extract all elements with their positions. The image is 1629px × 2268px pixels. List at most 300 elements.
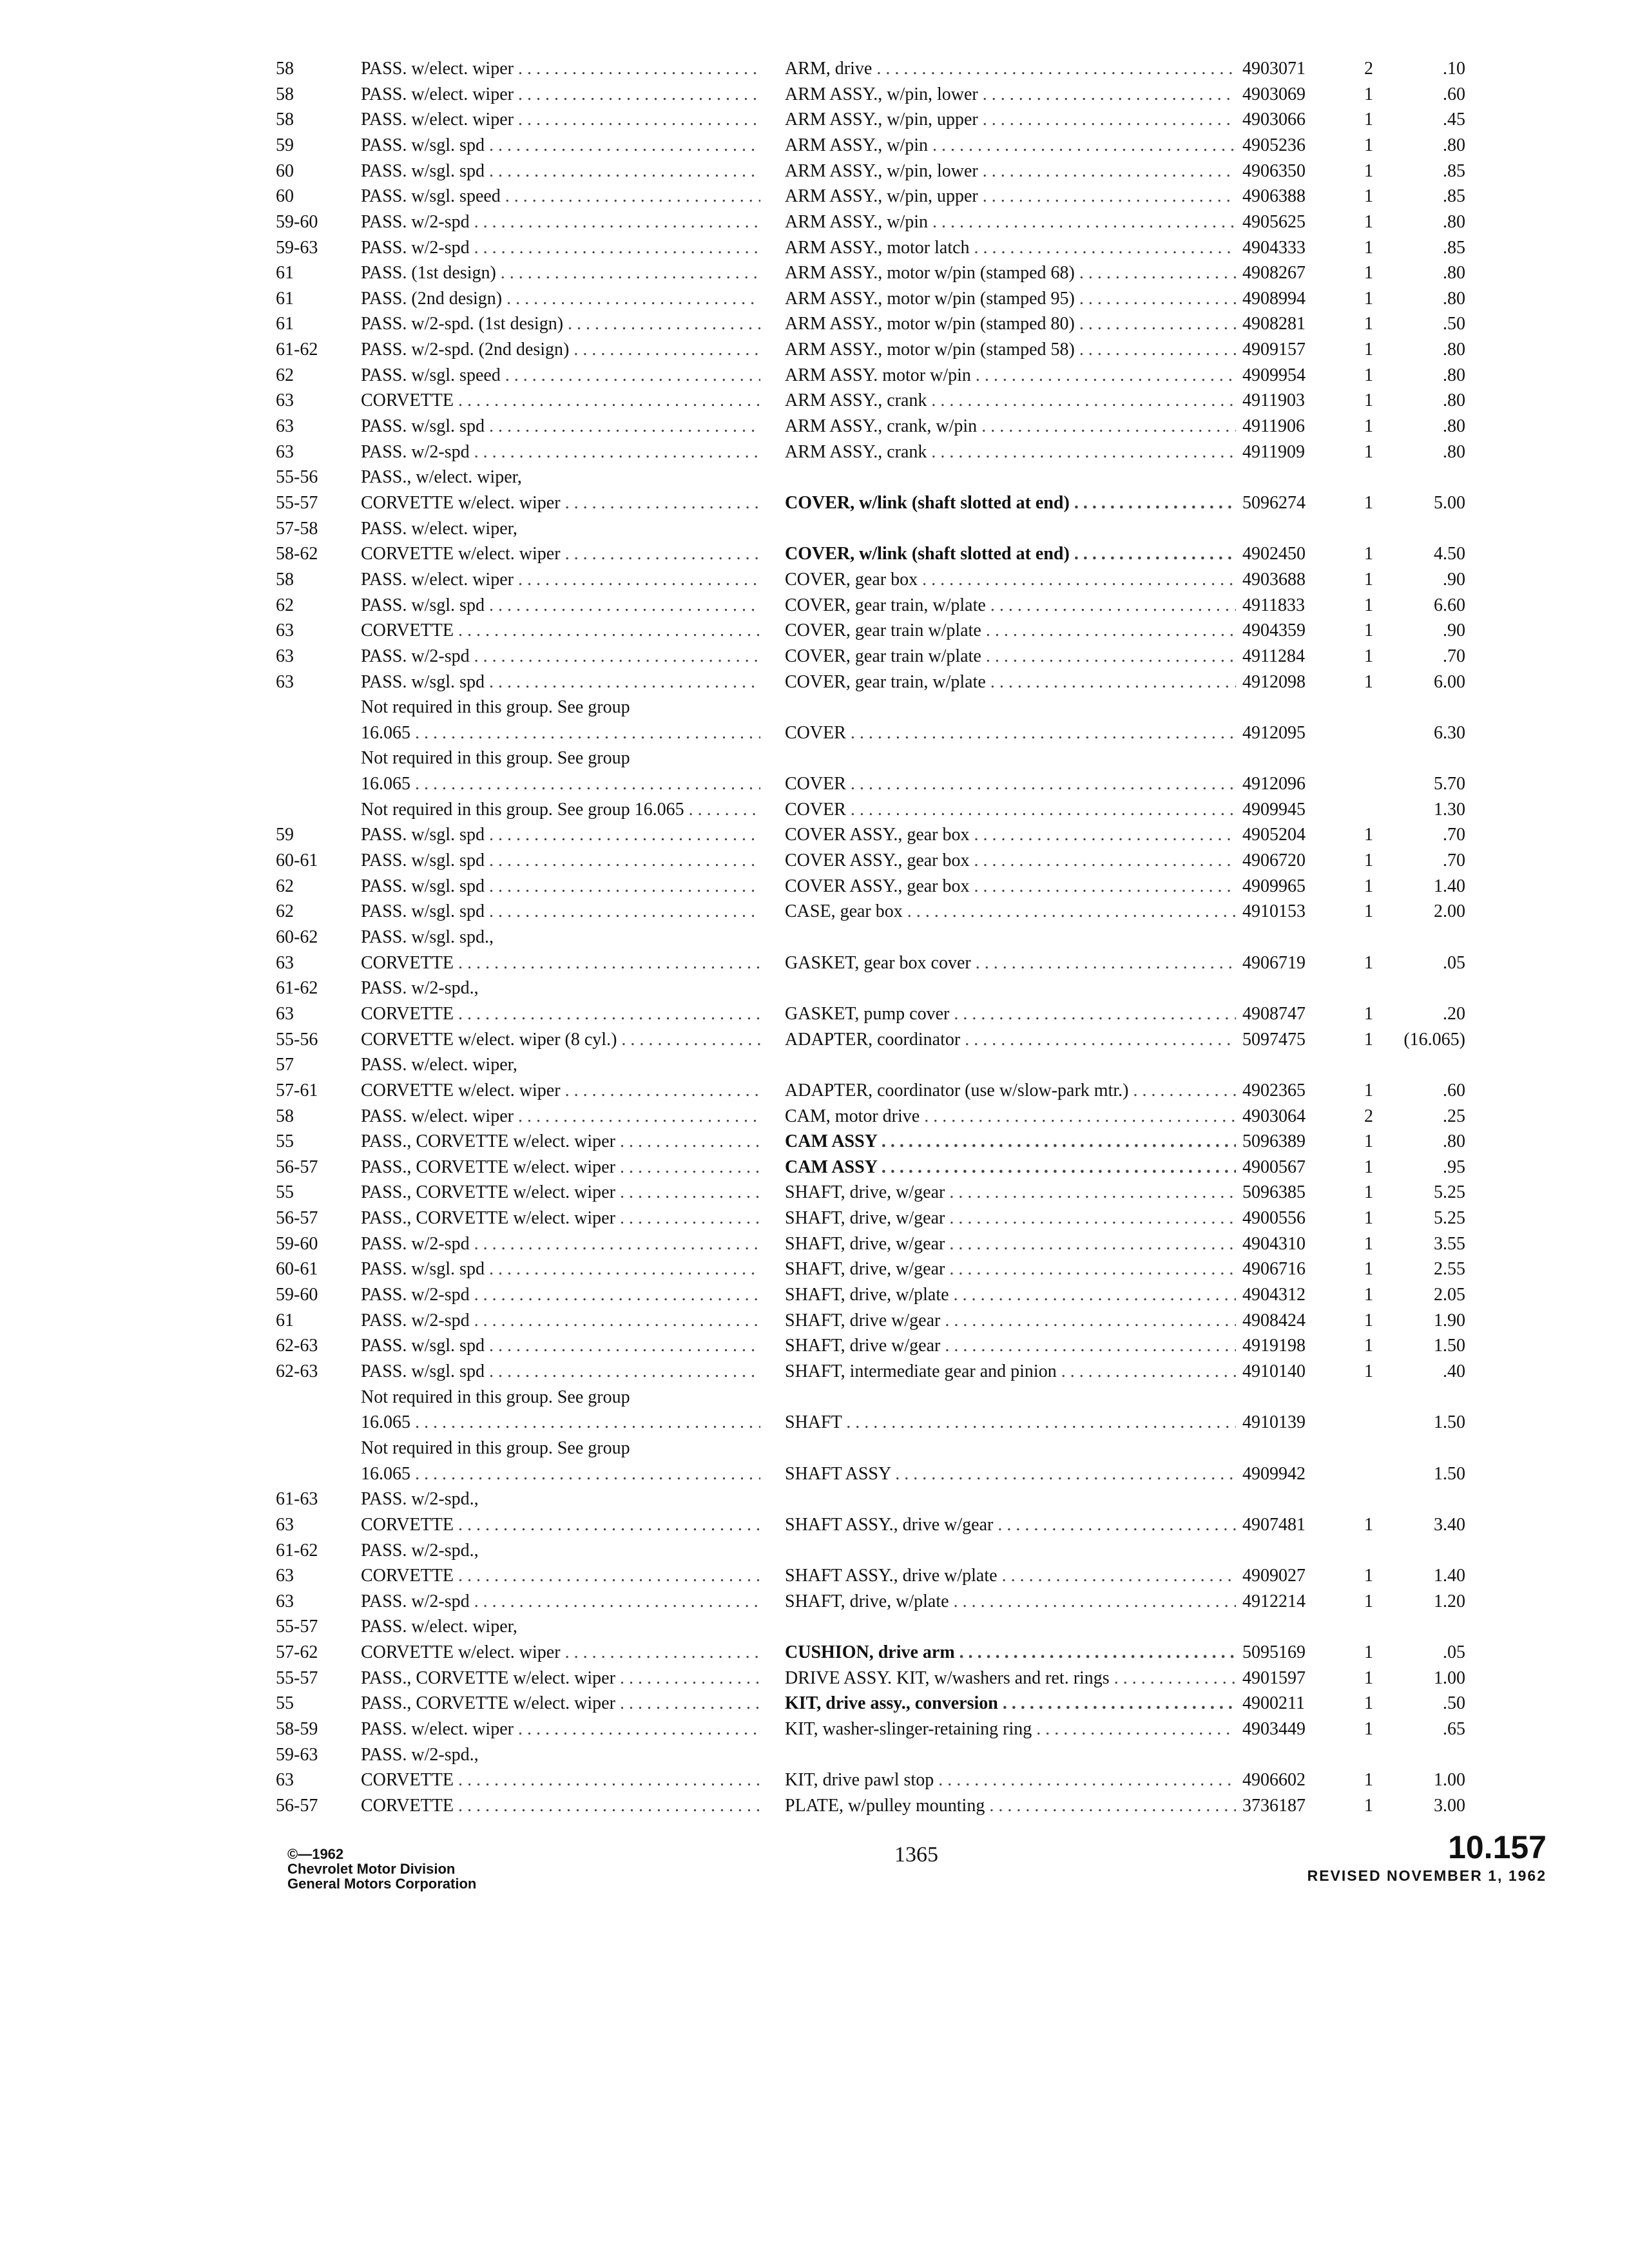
table-row — [0, 695, 1629, 720]
quantity-cell: 1 — [1364, 1004, 1373, 1024]
model-year-cell: 61 — [276, 263, 294, 283]
usage-cell: PASS. w/2-spd . . . — [361, 1309, 760, 1333]
model-year-cell: 55 — [276, 1131, 294, 1151]
price-cell: 5.70 — [1434, 774, 1465, 794]
model-year-cell: 62 — [276, 901, 294, 921]
model-year-cell: 58-62 — [276, 544, 318, 564]
description-cell: COVER . . . — [785, 798, 1236, 822]
table-row — [0, 1615, 1629, 1639]
quantity-cell: 1 — [1364, 850, 1373, 870]
model-year-cell: 63 — [276, 1566, 294, 1586]
usage-cell: CORVETTE w/elect. wiper . . . — [361, 491, 760, 515]
part-number-cell: 4911909 — [1242, 442, 1305, 462]
part-number-cell: 4910153 — [1242, 901, 1306, 921]
model-year-cell: 59-60 — [276, 1285, 318, 1305]
part-number-cell: 4908267 — [1242, 263, 1306, 283]
table-row — [0, 1640, 1629, 1665]
table-row — [0, 772, 1629, 796]
usage-cell: PASS. w/sgl. spd . . . — [361, 874, 760, 899]
price-cell: .10 — [1443, 59, 1465, 79]
part-number-cell: 4904312 — [1242, 1285, 1306, 1305]
price-cell: .90 — [1443, 620, 1465, 640]
model-year-cell: 63 — [276, 646, 294, 666]
quantity-cell: 1 — [1364, 238, 1373, 258]
price-cell: 1.00 — [1434, 1770, 1465, 1790]
model-year-cell: 58 — [276, 1106, 294, 1126]
table-row — [0, 184, 1629, 209]
price-cell: .60 — [1443, 84, 1465, 104]
model-year-cell: 60-61 — [276, 850, 318, 870]
part-number-cell: 4906350 — [1242, 161, 1306, 181]
description-cell: ARM ASSY., motor w/pin (stamped 68) . . . — [785, 261, 1236, 285]
model-year-cell: 57-62 — [276, 1642, 318, 1662]
part-number-cell: 4909157 — [1242, 340, 1306, 360]
price-cell: .80 — [1443, 340, 1465, 360]
part-number-cell: 4910140 — [1242, 1361, 1306, 1381]
part-number-cell: 5096385 — [1242, 1182, 1306, 1202]
price-cell: 1.30 — [1434, 800, 1465, 820]
usage-cell: PASS. w/elect. wiper, — [361, 1617, 517, 1637]
table-row — [0, 1794, 1629, 1818]
model-year-cell: 58-59 — [276, 1719, 318, 1739]
usage-cell: PASS. w/sgl. spd . . . — [361, 823, 760, 847]
quantity-cell: 2 — [1364, 1106, 1373, 1126]
usage-cell: PASS. w/sgl. speed . . . — [361, 184, 760, 209]
description-cell: ARM ASSY., w/pin, lower . . . — [785, 159, 1236, 184]
table-row — [0, 1129, 1629, 1154]
model-year-cell: 62-63 — [276, 1361, 318, 1381]
model-year-cell: 61 — [276, 1311, 294, 1331]
description-cell: CAM, motor drive . . . — [785, 1104, 1236, 1129]
description-cell: PLATE, w/pulley mounting . . . — [785, 1794, 1236, 1818]
table-row — [0, 363, 1629, 388]
quantity-cell: 1 — [1364, 1157, 1373, 1177]
price-cell: .80 — [1443, 289, 1465, 309]
part-number-cell: 4906716 — [1242, 1259, 1306, 1279]
price-cell: 6.30 — [1434, 723, 1465, 743]
part-number-cell: 4909954 — [1242, 365, 1306, 385]
part-number-cell: 4902365 — [1242, 1081, 1306, 1100]
table-row — [0, 261, 1629, 285]
description-cell: ARM ASSY., w/pin, lower . . . — [785, 82, 1236, 107]
usage-cell: PASS. w/elect. wiper . . . — [361, 82, 760, 107]
table-row — [0, 542, 1629, 566]
model-year-cell: 59 — [276, 135, 294, 155]
table-row — [0, 593, 1629, 618]
quantity-cell: 1 — [1364, 442, 1373, 462]
usage-cell: PASS. w/elect. wiper, — [361, 519, 517, 539]
part-number-cell: 4903688 — [1242, 570, 1306, 590]
table-row — [0, 1053, 1629, 1077]
table-row — [0, 1513, 1629, 1537]
model-year-cell: 63 — [276, 953, 294, 973]
table-row — [0, 1666, 1629, 1691]
quantity-cell: 1 — [1364, 340, 1373, 360]
usage-cell: PASS. w/sgl. spd . . . — [361, 414, 760, 439]
price-cell: 6.00 — [1434, 672, 1465, 692]
price-cell: 2.00 — [1434, 901, 1465, 921]
quantity-cell: 1 — [1364, 212, 1373, 232]
price-cell: 3.55 — [1434, 1234, 1465, 1254]
table-row — [0, 899, 1629, 924]
part-number-cell: 4912098 — [1242, 672, 1306, 692]
price-cell: 3.40 — [1434, 1515, 1465, 1535]
model-year-cell: 61 — [276, 289, 294, 309]
price-cell: .05 — [1443, 953, 1465, 973]
model-year-cell: 56-57 — [276, 1157, 318, 1177]
description-cell: SHAFT, drive, w/plate . . . — [785, 1590, 1236, 1614]
model-year-cell: 61-62 — [276, 1541, 318, 1561]
usage-cell: PASS., CORVETTE w/elect. wiper . . . — [361, 1691, 760, 1716]
model-year-cell: 57-58 — [276, 519, 318, 539]
price-cell: 1.40 — [1434, 1566, 1465, 1586]
quantity-cell: 1 — [1364, 1336, 1373, 1356]
part-number-cell: 5096274 — [1242, 493, 1306, 513]
model-year-cell: 58 — [276, 59, 294, 79]
description-cell: CAM ASSY . . . — [785, 1155, 1236, 1180]
table-row — [0, 108, 1629, 132]
table-row — [0, 1539, 1629, 1563]
quantity-cell: 1 — [1364, 825, 1373, 845]
model-year-cell: 58 — [276, 84, 294, 104]
usage-cell: PASS. w/elect. wiper . . . — [361, 568, 760, 592]
model-year-cell: 63 — [276, 620, 294, 640]
table-row — [0, 1385, 1629, 1410]
table-row — [0, 414, 1629, 439]
table-row — [0, 1487, 1629, 1512]
usage-cell: PASS. w/2-spd . . . — [361, 1590, 760, 1614]
table-row — [0, 236, 1629, 260]
model-year-cell: 55 — [276, 1182, 294, 1202]
model-year-cell: 63 — [276, 1004, 294, 1024]
price-cell: .80 — [1443, 263, 1465, 283]
price-cell: .05 — [1443, 1642, 1465, 1662]
description-cell: ARM ASSY., crank . . . — [785, 389, 1236, 413]
price-cell: .40 — [1443, 1361, 1465, 1381]
part-number-cell: 4906719 — [1242, 953, 1306, 973]
description-cell: SHAFT, intermediate gear and pinion . . . — [785, 1360, 1236, 1384]
usage-cell: PASS. w/2-spd . . . — [361, 1283, 760, 1307]
table-row — [0, 721, 1629, 745]
price-cell: .50 — [1443, 314, 1465, 334]
part-number-cell: 4900556 — [1242, 1208, 1306, 1228]
part-number-cell: 4909027 — [1242, 1566, 1306, 1586]
part-number-cell: 4909965 — [1242, 876, 1306, 896]
usage-cell: CORVETTE . . . — [361, 1768, 760, 1792]
usage-cell: PASS. w/2-spd . . . — [361, 210, 760, 235]
price-cell: .90 — [1443, 570, 1465, 590]
model-year-cell: 58 — [276, 570, 294, 590]
model-year-cell: 60-61 — [276, 1259, 318, 1279]
quantity-cell: 1 — [1364, 1259, 1373, 1279]
usage-cell: CORVETTE w/elect. wiper . . . — [361, 1079, 760, 1103]
table-row — [0, 1564, 1629, 1588]
usage-cell: PASS. w/2-spd . . . — [361, 1232, 760, 1256]
description-cell: ARM ASSY., w/pin, upper . . . — [785, 108, 1236, 132]
table-row — [0, 1155, 1629, 1180]
model-year-cell: 59-63 — [276, 238, 318, 258]
usage-cell: PASS. w/2-spd., — [361, 1541, 479, 1561]
part-number-cell: 4908281 — [1242, 314, 1306, 334]
quantity-cell: 1 — [1364, 1081, 1373, 1100]
quantity-cell: 1 — [1364, 1693, 1373, 1713]
price-cell: 5.25 — [1434, 1182, 1465, 1202]
part-number-cell: 4903071 — [1242, 59, 1306, 79]
description-cell: GASKET, pump cover . . . — [785, 1002, 1236, 1026]
usage-cell: PASS. w/2-spd., — [361, 1489, 479, 1509]
quantity-cell: 1 — [1364, 1591, 1373, 1611]
quantity-cell: 1 — [1364, 1770, 1373, 1790]
model-year-cell: 62 — [276, 876, 294, 896]
usage-cell: PASS. (1st design) . . . — [361, 261, 760, 285]
model-year-cell: 61-62 — [276, 340, 318, 360]
model-year-cell: 59-60 — [276, 1234, 318, 1254]
table-row — [0, 1028, 1629, 1052]
description-cell: ARM ASSY., w/pin . . . — [785, 133, 1236, 158]
table-row — [0, 619, 1629, 643]
revision-date: REVISED NOVEMBER 1, 1962 — [1307, 1867, 1547, 1884]
part-number-cell: 4904333 — [1242, 238, 1306, 258]
description-cell: ARM ASSY., crank, w/pin . . . — [785, 414, 1236, 439]
description-cell: COVER, w/link (shaft slotted at end) . . . — [785, 542, 1236, 566]
description-cell: ARM ASSY., crank . . . — [785, 440, 1236, 465]
price-cell: .80 — [1443, 416, 1465, 436]
section-number: 10.157 — [1448, 1829, 1547, 1865]
description-cell: KIT, drive pawl stop . . . — [785, 1768, 1236, 1792]
part-number-cell: 5095169 — [1242, 1642, 1306, 1662]
quantity-cell: 1 — [1364, 953, 1373, 973]
price-cell: 1.40 — [1434, 876, 1465, 896]
usage-cell: PASS. w/elect. wiper . . . — [361, 108, 760, 132]
quantity-cell: 1 — [1364, 570, 1373, 590]
usage-cell: PASS., w/elect. wiper, — [361, 467, 522, 487]
price-cell: 1.20 — [1434, 1591, 1465, 1611]
model-year-cell: 55-56 — [276, 467, 318, 487]
price-cell: .85 — [1443, 238, 1465, 258]
description-cell: CUSHION, drive arm . . . — [785, 1640, 1236, 1665]
description-cell: CAM ASSY . . . — [785, 1129, 1236, 1154]
model-year-cell: 60 — [276, 186, 294, 206]
part-number-cell: 4912096 — [1242, 774, 1306, 794]
model-year-cell: 62 — [276, 595, 294, 615]
usage-cell: PASS. w/2-spd . . . — [361, 236, 760, 260]
part-number-cell: 4903449 — [1242, 1719, 1306, 1739]
table-row — [0, 1360, 1629, 1384]
table-row — [0, 1743, 1629, 1767]
quantity-cell: 1 — [1364, 901, 1373, 921]
usage-cell: PASS. w/elect. wiper . . . — [361, 57, 760, 81]
description-cell: CASE, gear box . . . — [785, 899, 1236, 924]
table-row — [0, 1462, 1629, 1486]
price-cell: 1.00 — [1434, 1668, 1465, 1688]
table-row — [0, 338, 1629, 362]
quantity-cell: 1 — [1364, 365, 1373, 385]
usage-cell: CORVETTE w/elect. wiper . . . — [361, 1640, 760, 1665]
part-number-cell: 4901597 — [1242, 1668, 1306, 1688]
usage-cell: 16.065 . . . — [361, 721, 760, 745]
table-row — [0, 440, 1629, 465]
description-cell: ARM ASSY., motor w/pin (stamped 80) . . . — [785, 312, 1236, 336]
description-cell: GASKET, gear box cover . . . — [785, 951, 1236, 975]
quantity-cell: 1 — [1364, 1642, 1373, 1662]
table-row — [0, 644, 1629, 669]
usage-cell: PASS. w/2-spd . . . — [361, 440, 760, 465]
copyright-block — [287, 1847, 476, 1891]
description-cell: COVER, gear box . . . — [785, 568, 1236, 592]
quantity-cell: 1 — [1364, 595, 1373, 615]
usage-cell: PASS. w/sgl. spd . . . — [361, 1257, 760, 1282]
usage-cell: PASS. w/sgl. spd . . . — [361, 1334, 760, 1358]
part-number-cell: 3736187 — [1242, 1796, 1306, 1816]
model-year-cell: 58 — [276, 110, 294, 130]
description-cell: SHAFT, drive, w/plate . . . — [785, 1283, 1236, 1307]
description-cell: DRIVE ASSY. KIT, w/washers and ret. rings . . . — [785, 1666, 1236, 1691]
part-number-cell: 4905204 — [1242, 825, 1306, 845]
part-number-cell: 4908424 — [1242, 1311, 1306, 1331]
quantity-cell: 1 — [1364, 390, 1373, 410]
copyright-division: Chevrolet Motor Division — [287, 1861, 456, 1877]
quantity-cell: 1 — [1364, 493, 1373, 513]
quantity-cell: 1 — [1364, 620, 1373, 640]
model-year-cell: 61 — [276, 314, 294, 334]
usage-cell: CORVETTE . . . — [361, 1564, 760, 1588]
description-cell: ADAPTER, coordinator (use w/slow-park mtr.) . . . — [785, 1079, 1236, 1103]
table-row — [0, 823, 1629, 847]
table-row — [0, 1691, 1629, 1716]
price-cell: .80 — [1443, 212, 1465, 232]
model-year-cell: 63 — [276, 672, 294, 692]
table-row — [0, 1257, 1629, 1282]
description-cell: ARM ASSY., w/pin . . . — [785, 210, 1236, 235]
model-year-cell: 63 — [276, 390, 294, 410]
table-row — [0, 133, 1629, 158]
part-number-cell: 4906602 — [1242, 1770, 1306, 1790]
model-year-cell: 56-57 — [276, 1208, 318, 1228]
usage-cell: PASS. w/2-spd., — [361, 1745, 479, 1765]
price-cell: 5.25 — [1434, 1208, 1465, 1228]
quantity-cell: 1 — [1364, 263, 1373, 283]
description-cell: ADAPTER, coordinator . . . — [785, 1028, 1236, 1052]
table-row — [0, 210, 1629, 235]
part-number-cell: 4909942 — [1242, 1464, 1306, 1484]
description-cell: ARM ASSY. motor w/pin . . . — [785, 363, 1236, 388]
price-cell: .65 — [1443, 1719, 1465, 1739]
usage-cell: 16.065 . . . — [361, 772, 760, 796]
quantity-cell: 1 — [1364, 1131, 1373, 1151]
part-number-cell: 4907481 — [1242, 1515, 1306, 1535]
quantity-cell: 1 — [1364, 84, 1373, 104]
part-number-cell: 4906720 — [1242, 850, 1306, 870]
table-row — [0, 312, 1629, 336]
price-cell: .80 — [1443, 135, 1465, 155]
table-row — [0, 1283, 1629, 1307]
part-number-cell: 4911833 — [1242, 595, 1305, 615]
table-row — [0, 1180, 1629, 1205]
part-number-cell: 4904359 — [1242, 620, 1306, 640]
description-cell: COVER, gear train, w/plate . . . — [785, 670, 1236, 695]
usage-cell: Not required in this group. See group — [361, 1438, 630, 1458]
description-cell: SHAFT, drive w/gear . . . — [785, 1309, 1236, 1333]
price-cell: .70 — [1443, 850, 1465, 870]
model-year-cell: 63 — [276, 1770, 294, 1790]
price-cell: 1.90 — [1434, 1311, 1465, 1331]
usage-cell: CORVETTE . . . — [361, 1794, 760, 1818]
table-row — [0, 874, 1629, 899]
description-cell: COVER . . . — [785, 721, 1236, 745]
price-cell: .20 — [1443, 1004, 1465, 1024]
model-year-cell: 60-62 — [276, 927, 318, 947]
table-row — [0, 57, 1629, 81]
model-year-cell: 61-63 — [276, 1489, 318, 1509]
description-cell: ARM ASSY., motor latch . . . — [785, 236, 1236, 260]
price-cell: .50 — [1443, 1693, 1465, 1713]
table-row — [0, 746, 1629, 771]
quantity-cell: 1 — [1364, 1285, 1373, 1305]
price-cell: .45 — [1443, 110, 1465, 130]
quantity-cell: 1 — [1364, 1796, 1373, 1816]
quantity-cell: 1 — [1364, 110, 1373, 130]
table-row — [0, 517, 1629, 541]
quantity-cell: 1 — [1364, 1030, 1373, 1050]
model-year-cell: 55-57 — [276, 1668, 318, 1688]
usage-cell: PASS., CORVETTE w/elect. wiper . . . — [361, 1206, 760, 1231]
table-row — [0, 568, 1629, 592]
usage-cell: CORVETTE w/elect. wiper . . . — [361, 542, 760, 566]
usage-cell: PASS. w/sgl. spd . . . — [361, 133, 760, 158]
usage-cell: PASS. w/sgl. spd . . . — [361, 593, 760, 618]
description-cell: ARM, drive . . . — [785, 57, 1236, 81]
description-cell: SHAFT ASSY., drive w/plate . . . — [785, 1564, 1236, 1588]
table-row — [0, 1410, 1629, 1435]
description-cell: SHAFT, drive, w/gear . . . — [785, 1232, 1236, 1256]
quantity-cell: 1 — [1364, 1311, 1373, 1331]
quantity-cell: 1 — [1364, 1515, 1373, 1535]
model-year-cell: 55-56 — [276, 1030, 318, 1050]
quantity-cell: 1 — [1364, 1566, 1373, 1586]
price-cell: .60 — [1443, 1081, 1465, 1100]
table-row — [0, 1079, 1629, 1103]
usage-cell: CORVETTE . . . — [361, 951, 760, 975]
model-year-cell: 57-61 — [276, 1081, 318, 1100]
description-cell: SHAFT, drive, w/gear . . . — [785, 1257, 1236, 1282]
description-cell: COVER ASSY., gear box . . . — [785, 849, 1236, 873]
part-number-cell: 4908747 — [1242, 1004, 1306, 1024]
part-number-cell: 4904310 — [1242, 1234, 1306, 1254]
usage-cell: CORVETTE . . . — [361, 1513, 760, 1537]
table-row — [0, 951, 1629, 975]
copyright-corporation: General Motors Corporation — [287, 1876, 477, 1892]
usage-cell: 16.065 . . . — [361, 1462, 760, 1486]
quantity-cell: 1 — [1364, 672, 1373, 692]
model-year-cell: 63 — [276, 442, 294, 462]
table-row — [0, 287, 1629, 311]
quantity-cell: 2 — [1364, 59, 1373, 79]
part-number-cell: 4911906 — [1242, 416, 1305, 436]
model-year-cell: 60 — [276, 161, 294, 181]
part-number-cell: 4905236 — [1242, 135, 1306, 155]
price-cell: 1.50 — [1434, 1336, 1465, 1356]
part-number-cell: 4900567 — [1242, 1157, 1306, 1177]
quantity-cell: 1 — [1364, 646, 1373, 666]
description-cell: COVER, gear train, w/plate . . . — [785, 593, 1236, 618]
usage-cell: PASS. w/sgl. spd . . . — [361, 670, 760, 695]
usage-cell: Not required in this group. See group — [361, 748, 630, 768]
part-number-cell: 4912214 — [1242, 1591, 1306, 1611]
description-cell: SHAFT ASSY . . . — [785, 1462, 1236, 1486]
usage-cell: PASS. w/elect. wiper . . . — [361, 1717, 760, 1742]
usage-cell: 16.065 . . . — [361, 1410, 760, 1435]
usage-cell: PASS. (2nd design) . . . — [361, 287, 760, 311]
